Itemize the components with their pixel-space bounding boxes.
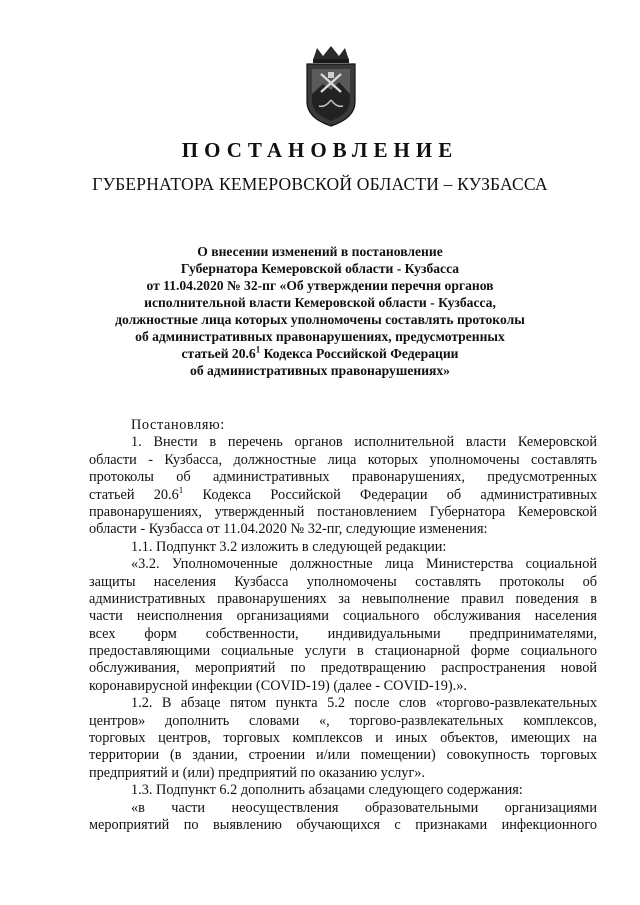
- heading-line: должностные лица которых уполномочены составлять протоколы: [115, 312, 525, 327]
- paragraph-line: коронавирусной инфекции (COVID-19) (далее - COVID-19).».: [89, 677, 467, 694]
- paragraph-line: 1.1. Подпункт 3.2 изложить в следующей редакции:: [131, 538, 447, 555]
- heading-text: статьей 20.6: [181, 346, 256, 361]
- paragraph-line: 1.3. Подпункт 6.2 дополнить абзацами следующего содержания:: [131, 782, 523, 799]
- paragraph-line: защиты населения Кузбасса уполномочены составлять протоколы об: [89, 573, 597, 590]
- paragraph-line: предоставляющими социальные услуги в стационарной форме социального: [89, 643, 597, 660]
- superscript: 1: [178, 486, 184, 495]
- paragraph-line: территории (в здании, строении и/или помещении) совокупность торговых: [89, 747, 597, 764]
- paragraph-line: центров» дополнить словами «, торгово-развлекательных комплексов,: [89, 712, 597, 729]
- heading-line: Губернатора Кемеровской области - Кузбасса: [180, 261, 460, 276]
- paragraph-line: протоколы об административных правонарушениях, предусмотренных: [89, 469, 597, 486]
- paragraph-line: [89, 487, 597, 504]
- superscript: 1: [255, 344, 261, 355]
- paragraph-line: торговых центров, торговых комплексов и иных объектов, имеющих на: [89, 730, 597, 747]
- document-body: [89, 417, 597, 834]
- heading-line: [100, 345, 540, 362]
- paragraph-line: «в части неосуществления образовательными организациями: [131, 799, 597, 816]
- paragraph-line: обслуживания, мероприятий по предотвращению распространения новой: [89, 660, 597, 677]
- paragraph-text: статьей 20.6: [89, 486, 179, 503]
- document-title: ПОСТАНОВЛЕНИЕ: [181, 138, 459, 162]
- heading-line: об административных правонарушениях, предусмотренных: [135, 329, 505, 344]
- heading-text: Кодекса Российской Федерации: [260, 346, 459, 361]
- paragraph-line: правонарушениях, утвержденный постановлением Губернатора Кемеровской: [89, 503, 597, 520]
- paragraph-line: 1.2. В абзаце пятом пункта 5.2 после слов «торгово-развлекательных: [131, 695, 597, 712]
- document-issuer: ГУБЕРНАТОРА КЕМЕРОВСКОЙ ОБЛАСТИ – КУЗБАССА: [92, 174, 548, 194]
- paragraph-line: «3.2. Уполномоченные должностные лица Министерства социальной: [131, 556, 597, 573]
- paragraph-line: области - Кузбасса от 11.04.2020 № 32-пг, следующие изменения:: [89, 521, 488, 538]
- paragraph-line: части неисполнения организациями социального обслуживания населения: [89, 608, 597, 625]
- heading-line: об административных правонарушениях»: [190, 363, 450, 378]
- paragraph-line: области - Кузбасса, должностные лица которых уполномочены составлять: [89, 451, 597, 468]
- paragraph-line: 1. Внести в перечень органов исполнительной власти Кемеровской: [131, 434, 597, 451]
- paragraph-line: всех форм собственности, индивидуальными предпринимателями,: [89, 625, 597, 642]
- coat-of-arms-icon: [303, 44, 359, 128]
- heading-line: исполнительной власти Кемеровской области - Кузбасса,: [144, 295, 496, 310]
- heading-line: О внесении изменений в постановление: [197, 244, 443, 259]
- decree-heading: [100, 243, 540, 379]
- paragraph-line: мероприятий по выявлению обучающихся с признаками инфекционного: [89, 816, 597, 833]
- heading-line: от 11.04.2020 № 32-пг «Об утверждении перечня органов: [146, 278, 494, 293]
- paragraph-line: предприятий и (или) предприятий по оказанию услуг».: [89, 764, 426, 781]
- paragraph-text: Кодекса Российской Федерации об административных: [183, 486, 597, 503]
- decree-word: Постановляю:: [131, 417, 225, 433]
- paragraph-line: административных правонарушениях за невыполнение правил поведения в: [89, 590, 597, 607]
